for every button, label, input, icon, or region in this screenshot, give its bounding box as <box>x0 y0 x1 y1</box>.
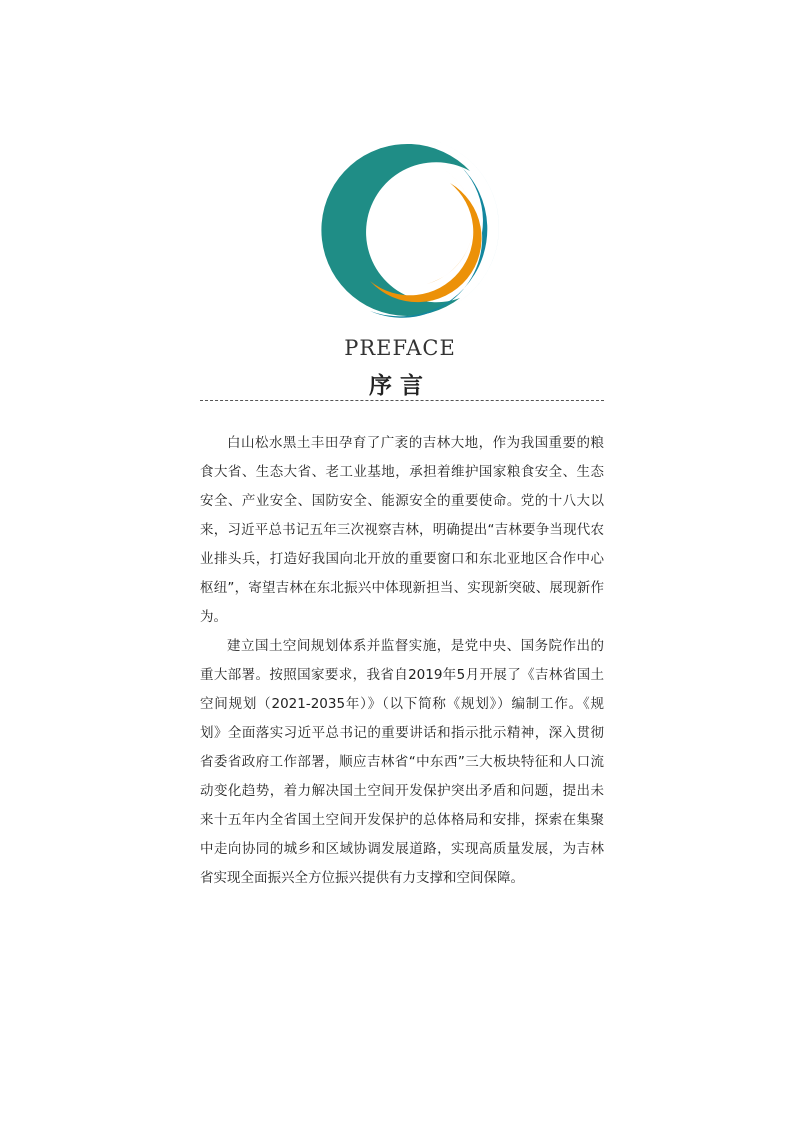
preface-body <box>200 429 604 893</box>
dashed-divider <box>200 400 604 401</box>
heading-chinese: 序言 <box>369 373 431 399</box>
preface-logo-icon <box>310 133 502 321</box>
heading-english: PREFACE <box>344 336 456 360</box>
paragraph-2: 建立国土空间规划体系并监督实施，是党中央、国务院作出的重大部署。按照国家要求，我省自2019年5月开展了《吉林省国土空间规划（2021-2035年）》（以下简称《规划》）编制工作。《规划》全面落实习近平总书记的重要讲话和指示批示精神，深入贯彻省委省政府工作部署，顺应吉林省“中东西”三大板块特征和人口流动变化趋势，着力解决国土空间开发保护突出矛盾和问题，提出未来十五年内全省国土空间开发保护的总体格局和安排，探索在集聚中走向协同的城乡和区域协调发展道路，实现高质量发展，为吉林省实现全面振兴全方位振兴提供有力支撑和空间保障。 <box>200 638 604 886</box>
orange-ring-right <box>390 163 473 286</box>
paragraph-1: 白山松水黑土丰田孕育了广袤的吉林大地，作为我国重要的粮食大省、生态大省、老工业基地，承担着维护国家粮食安全、生态安全、产业安全、国防安全、能源安全的重要使命。党的十八大以来，习近平总书记五年三次视察吉林，明确提出“吉林要争当现代农业排头兵，打造好我国向北开放的重要窗口和东北亚地区合作中心枢纽”，寄望吉林在东北振兴中体现新担当、实现新突破、展现新作为。 <box>200 435 604 625</box>
